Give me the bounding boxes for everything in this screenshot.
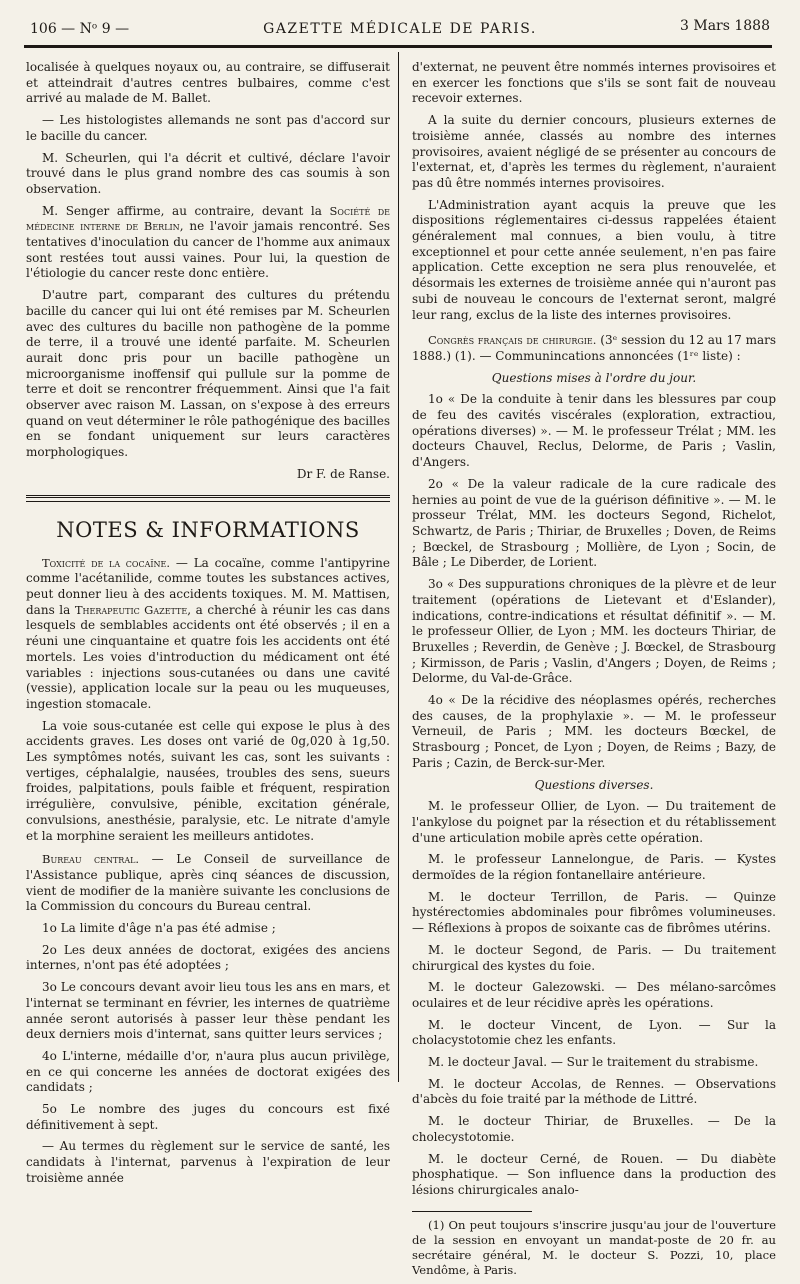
text-run: , a cherché à réunir les cas dans lesquels de semblables accidents ont été observés ; il en a réuni une cinquantaine et quatre fois les accidents ont été mortels. Les voies d'introduction du médicament ont été variables : injections sous-cutanées ou dans une cavité (vessie), application locale sur la peau ou les muqueuses, ingestion stomacale.: [26, 602, 390, 711]
list-item: 4o L'interne, médaille d'or, n'aura plus aucun privilège, en ce qui concerne les années de doctorat exigées des candidats ;: [26, 1048, 390, 1095]
column-divider: [398, 52, 399, 1082]
paragraph: — Au termes du règlement sur le service de santé, les candidats à l'internat, parvenus à l'expiration de leur troisième année: [26, 1139, 390, 1185]
list-item: M. le docteur Segond, de Paris. — Du traitement chirurgical des kystes du foie.: [412, 942, 776, 973]
paragraph: [26, 556, 390, 713]
paragraph: d'externat, ne peuvent être nommés internes provisoires et en exercer les fonctions que s'ils se sont fait de nouveau recevoir externes.: [412, 60, 776, 106]
footnote-rule: [412, 1211, 532, 1212]
footnote: (1) On peut toujours s'inscrire jusqu'au jour de l'ouverture de la session en envoyant un mandat-poste de 20 fr. au secrétaire général, M. le docteur S. Pozzi, 10, place Vendôme, à Paris.: [412, 1217, 776, 1277]
running-head: [30, 18, 770, 40]
subheading: Questions diverses.: [534, 777, 654, 792]
society-name: Société de médecine interne de Berlin: [26, 203, 390, 234]
list-item: 3o Le concours devant avoir lieu tous les ans en mars, et l'internat se terminant en février, les internes de quatrième année seront autorisés à passer leur thèse pendant les deux derniers mois d'internat, sans quitter leurs services ;: [26, 980, 390, 1042]
list-item: M. le docteur Galezowski. — Des mélano-sarcômes oculaires et de leur récidive après les opérations.: [412, 980, 776, 1010]
list-item: M. le professeur Lannelongue, de Paris. — Kystes dermoïdes de la région fontanellaire antérieure.: [412, 852, 776, 883]
journal-title: GAZETTE MÉDICALE DE PARIS.: [263, 21, 537, 37]
issue-date: 3 Mars 1888: [680, 18, 770, 34]
section-title: NOTES & INFORMATIONS: [56, 517, 360, 542]
paragraph: La voie sous-cutanée est celle qui expose le plus à des accidents graves. Les doses ont varié de 0g,020 à 1g,50. Les symptômes notés, suivant les cas, sont les suivants : vertiges, céphalalgie, nausées, troubles des sens, sueurs froides, palpitations, pouls faible et fréquent, respiration irrégulière, convulsive, pénible, excitation générale, convulsions, anesthésie, paralysie, etc. Le nitrate d'amyle et la morphine seraient les meilleurs antidotes.: [26, 718, 390, 843]
paragraph: [26, 204, 390, 283]
paragraph: D'autre part, comparant des cultures du prétendu bacille du cancer qui lui ont été remises par M. Scheurlen avec des cultures du bacille non pathogène de la pomme de terre, il a trouvé une identé parfaite. M. Scheurlen aurait donc pris pour un bacille pathogène un microorganisme inoffensif qui pullule sur la pomme de terre et doit se rencontrer fréquemment. Ainsi que l'a fait observer avec raison M. Lassan, on s'expose à des erreurs quand on veut déterminer le rôle pathogénique des bacilles en se fondant uniquement sur leurs caractères morphologiques.: [26, 288, 390, 460]
author-signature: Dr F. de Ranse.: [296, 466, 390, 481]
subheading: Questions mises à l'ordre du jour.: [491, 370, 697, 385]
text-run: — Le Conseil de surveillance de l'Assistance publique, après cinq séances de discussion, vient de modifier de la manière suivante les conclusions de la Commission du concours du Bureau central.: [26, 852, 390, 914]
page-number: 106 — Nᵒ 9 —: [30, 21, 130, 37]
list-item: 5o Le nombre des juges du concours est fixé définitivement à sept.: [26, 1102, 390, 1132]
paragraph: L'Administration ayant acquis la preuve que les dispositions réglementaires ci-dessus rappelées étaient généralement mal connues, a bien voulu, à titre exceptionnel et pour cette année seulement, n'en pas faire application. Cette exception ne sera plus renouvelée, et désormais les externes de troisième année qui n'auront pas subi de nouveau le concours de l'externat seront, malgré leur rang, exclus de la liste des internes provisoires.: [412, 197, 776, 322]
header-rule: [24, 45, 772, 48]
paragraph: [26, 852, 390, 915]
text-run: , ne l'avoir jamais rencontré. Ses tentatives d'inoculation du cancer de l'homme aux animaux sont restées tout aussi vaines. Pour lui, la question de l'étiologie du cancer reste donc entière.: [26, 219, 390, 281]
right-column: [412, 60, 776, 1284]
list-item: 2o Les deux années de doctorat, exigées des anciens internes, n'ont pas été adoptées ;: [26, 942, 390, 973]
paragraph: localisée à quelques noyaux ou, au contraire, se diffuserait et atteindrait d'autres centres bulbaires, comme c'est arrivé au malade de M. Ballet.: [26, 60, 390, 106]
list-item: M. le docteur Javal. — Sur le traitement du strabisme.: [428, 1055, 759, 1070]
text-run: — La cocaïne, comme l'antipyrine comme l'acétanilide, comme toutes les substances actives, peut donner lieu à des accidents toxiques. M. M. Mattisen, dans la: [26, 555, 390, 617]
item-lead: Toxicité de la cocaïne.: [42, 555, 171, 570]
item-lead: Congrès français de chirurgie.: [428, 333, 597, 348]
list-item: M. le professeur Ollier, de Lyon. — Du traitement de l'ankylose du poignet par la résection et du rétablissement d'une articulation mobile après cette opération.: [412, 799, 776, 845]
paragraph: — Les histologistes allemands ne sont pas d'accord sur le bacille du cancer.: [26, 113, 390, 143]
list-item: 1o La limite d'âge n'a pas été admise ;: [42, 921, 276, 936]
journal-name: Therapeutic Gazette: [74, 602, 188, 617]
list-item: M. le docteur Terrillon, de Paris. — Quinze hystérectomies abdominales pour fibrômes volumineuses. — Réflexions à propos de soixante cas de fibrômes utérins.: [412, 889, 776, 936]
list-item: 2o « De la valeur radicale de la cure radicale des hernies au point de vue de la guérison définitive ». — M. le prosseur Trélat, MM. les docteurs Segond, Richelot, Schwartz, de Paris ; Thiriar, de Bruxelles ; Doven, de Reims ; Bœckel, de Strasbourg ; Mollière, de Lyon ; Socin, de Bâle ; Le Diberder, de Lorient.: [412, 476, 776, 570]
paragraph: A la suite du dernier concours, plusieurs externes de troisième année, classés au nombre des internes provisoires, avaient négligé de se présenter au concours de l'externat, et, d'après les termes du règlement, n'auraient pas dû être nommés internes provisoires.: [412, 113, 776, 190]
list-item: 3o « Des suppurations chroniques de la plèvre et de leur traitement (opérations de Lietevant et d'Eslander), indications, contre-indications et résultat définitif ». — M. le professeur Ollier, de Lyon ; MM. les docteurs Thiriar, de Bruxelles ; Reverdin, de Genève ; J. Bœckel, de Strasbourg ; Kirmisson, de Paris ; Vaslin, d'Angers ; Doyen, de Reims ; Delorme, du Val-de-Grâce.: [412, 577, 776, 686]
list-item: M. le docteur Cerné, de Rouen. — Du diabète phosphatique. — Son influence dans la production des lésions chirurgicales analo-: [412, 1151, 776, 1197]
left-column: [26, 60, 390, 1193]
paragraph: [412, 333, 776, 364]
list-item: M. le docteur Thiriar, de Bruxelles. — De la cholecystotomie.: [412, 1114, 776, 1144]
section-separator: [26, 495, 390, 502]
text-run: (3ᵉ session du 12 au 17 mars 1888.) (1). — Communincations annoncées (1ʳᵉ liste) :: [412, 333, 776, 363]
list-item: M. le docteur Accolas, de Rennes. — Observations d'abcès du foie traité par la méthode de Littré.: [412, 1076, 776, 1107]
list-item: 4o « De la récidive des néoplasmes opérés, recherches des causes, de la prophylaxie ». — M. le professeur Verneuil, de Paris ; MM. les docteurs Bœckel, de Strasbourg ; Poncet, de Lyon ; Doyen, de Reims ; Bazy, de Paris ; Cazin, de Berck-sur-Mer.: [412, 693, 776, 770]
list-item: M. le docteur Vincent, de Lyon. — Sur la cholacystotomie chez les enfants.: [412, 1017, 776, 1048]
list-item: 1o « De la conduite à tenir dans les blessures par coup de feu des cavités viscérales (exploration, extractiou, opérations diverses) ». — M. le professeur Trélat ; MM. les docteurs Chauvel, Reclus, Delorme, de Paris ; Vaslin, d'Angers.: [412, 392, 776, 470]
paragraph: M. Scheurlen, qui l'a décrit et cultivé, déclare l'avoir trouvé dans le plus grand nombre des cas soumis à son observation.: [26, 150, 390, 196]
item-lead: Bureau central.: [42, 852, 140, 867]
text-run: M. Senger affirme, au contraire, devant la: [42, 203, 330, 218]
